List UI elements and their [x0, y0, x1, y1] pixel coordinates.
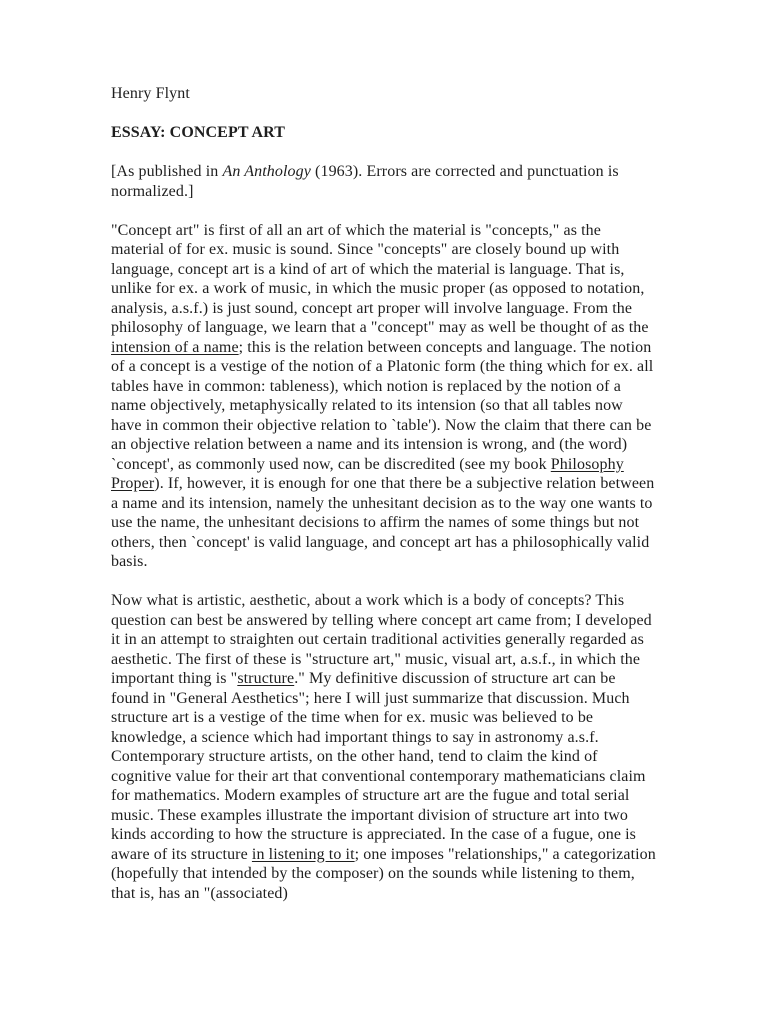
note-run: (1963). Errors are corrected and punctuation is normalized.]: [111, 163, 619, 200]
body-run: ; this is the relation between concepts and language. The notion of a concept is a vestige of the notion of a Platonic form (the thing which for ex. all tables have in common: tableness), which notion is replaced by the notion of a name objectively, metaphysically related to its intension (so that all tables now have in common their objective relation to `table'). Now the claim that there can be an objective relation between a name and its intension is wrong, and (the word) `concept', as commonly used now, can be discredited (see my book: [111, 338, 654, 473]
body-run: "Concept art" is first of all an art of which the material is "concepts," as the material of for ex. music is sound. Since "concepts" are closely bound up with language, concept art is a kind of art of which the material is language. That is, unlike for ex. a work of music, in which the music proper (as opposed to notation, analysis, a.s.f.) is just sound, concept art proper will involve language. From the philosophy of language, we learn that a "concept" may as well be thought of as the: [111, 221, 649, 336]
note-run: [As published in: [111, 163, 223, 180]
body-run: ." My definitive discussion of structure art can be found in "General Aesthetics"; here I will just summarize that discussion. Much structure art is a vestige of the time when for ex. music was believed to be knowledge, a science which had important things to say in astronomy a.s.f. Contemporary structure artists, on the other hand, tend to claim the kind of cognitive value for their art that conventional contemporary mathematicians claim for mathematics. Modern examples of structure art are the fugue and total serial music. These examples illustrate the important division of structure art into two kinds according to how the structure is appreciated. In the case of a fugue, one is aware of its structure: [111, 670, 646, 863]
paragraph-concept-art: [111, 221, 656, 572]
note-run-anthology-italic: An Anthology: [222, 163, 311, 180]
essay-title-text: ESSAY: CONCEPT ART: [111, 124, 286, 141]
author-name: Henry Flynt: [111, 85, 190, 102]
body-run: ). If, however, it is enough for one that there be a subjective relation between a name and its intension, namely the unhesitant decision as to the way one wants to use the name, the unhesitant decisions to affirm the names of some things but not others, then `concept' is valid language, and concept art has a philosophically valid basis.: [111, 475, 655, 570]
body-run: Now what is artistic, aesthetic, about a work which is a body of concepts? This question can best be answered by telling where concept art came from; I developed it in an attempt to straighten out certain traditional activities generally regarded as aesthetic. The first of these is "structure art," music, visual art, a.s.f., in which the important thing is ": [111, 592, 652, 687]
paragraph-structure-art: [111, 591, 656, 903]
author-line: [111, 84, 656, 104]
publication-note: [111, 162, 656, 201]
body-run-underlined: intension of a name: [111, 338, 239, 356]
body-run-underlined: in listening to it: [251, 845, 355, 863]
body-run-underlined: structure: [237, 670, 295, 687]
essay-title: [111, 123, 656, 143]
body-run-underlined: Philosophy Proper: [111, 455, 624, 492]
body-run: ; one imposes "relationships," a categorization (hopefully that intended by the composer) on the sounds while listening to them, that is, has an "(associated): [111, 845, 656, 902]
